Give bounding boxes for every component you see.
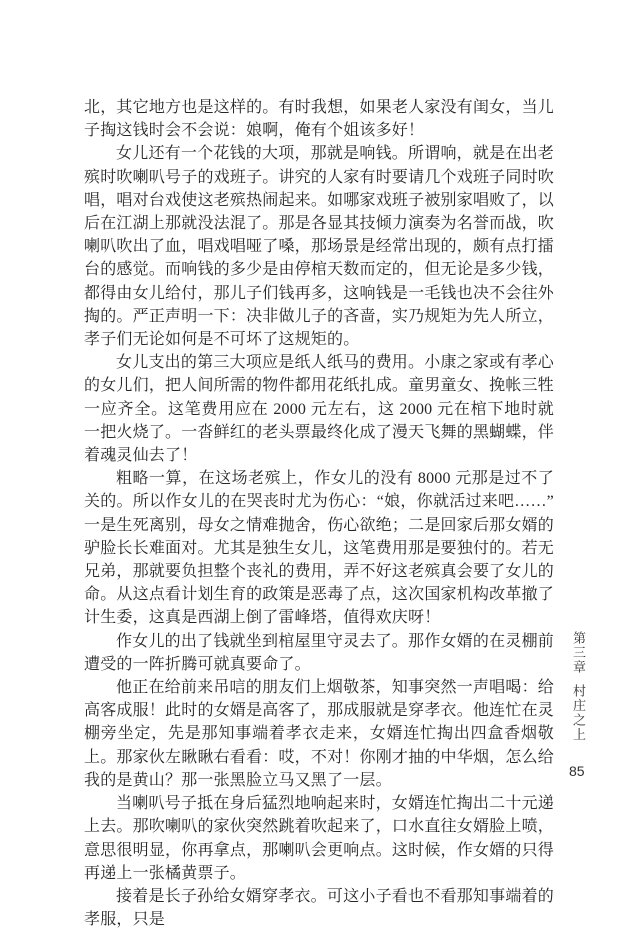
paragraph: 当喇叭号子抵在身后猛烈地响起来时，女婿连忙掏出二十元递上去。那吹喇叭的家伙突然跳着吹起来了，口水直往女婿脸上喷，意思很明显，你再拿点，那喇叭会更响点。这时候，作女婿的只得再递上一张橘黄票子。 bbox=[84, 795, 554, 882]
paragraph: 女儿还有一个花钱的大项，那就是响钱。所谓响，就是在出老殡时吹喇叭号子的戏班子。讲究的人家有时要请几个戏班子同时吹唱，唱对台戏使这老殡热闹起来。如哪家戏班子被别家唱败了，以后在江湖上那就没法混了。那是各显其技倾力演奏为名誉而战，吹喇叭吹出了血，唱戏唱哑了嗓，那场景是经常出现的，颇有点打擂台的感觉。而响钱的多少是由停棺天数而定的，但无论是多少钱，都得由女儿给付，那儿子们钱再多，这响钱是一毛钱也决不会往外掏的。严正声明一下：决非做儿子的吝啬，实乃规矩为先人所立，孝子们无论如何是不可坏了这规矩的。 bbox=[84, 145, 554, 349]
paragraph: 接着是长子孙给女婿穿孝衣。可这小子看也不看那知事端着的孝服，只是 bbox=[84, 887, 554, 929]
paragraph: 粗略一算，在这场老殡上，作女儿的没有 8000 元那是过不了关的。所以作女儿的在哭丧时尤为伤心：“娘，你就活过来吧……” 一是生死离别，母女之情难抛舍，伤心欲绝；二是回家后那女婿的驴脸长长难面对。尤其是独生女儿，这笔费用那是要独付的。若无兄弟，那就要负担整个丧礼的费用，弄不好这老殡真会要了女儿的命。从这点看计划生育的政策是恶毒了点，这次国家机构改革撤了计生委，这真是西湖上倒了雷峰塔，值得欢庆呀！ bbox=[84, 470, 554, 627]
paragraph: 北，其它地方也是这样的。有时我想，如果老人家没有闺女，当儿子掏这钱时会不会说：娘啊，俺有个姐该多好！ bbox=[84, 99, 554, 140]
chapter-number-label: 第三章 bbox=[571, 631, 586, 675]
page-number: 85 bbox=[569, 763, 585, 779]
chapter-title-label: 村庄之上 bbox=[571, 684, 586, 742]
page-body-text bbox=[84, 96, 554, 931]
paragraph: 女儿支出的第三大项应是纸人纸马的费用。小康之家或有孝心的女儿们，把人间所需的物件都用花纸扎成。童男童女、挽帐三牲一应齐全。这笔费用应在 2000 元左右，这 2000 元在棺下地时就一把火烧了。一沓鲜红的老头票最终化成了漫天飞舞的黑蝴蝶，伴着魂灵仙去了！ bbox=[84, 354, 554, 465]
paragraph: 作女儿的出了钱就坐到棺屋里守灵去了。那作女婿的在灵棚前遭受的一阵折腾可就真要命了。 bbox=[84, 632, 554, 673]
paragraph: 他正在给前来吊唁的朋友们上烟敬茶，知事突然一声唱喝：给高客成服！此时的女婿是高客了，那成服就是穿孝衣。他连忙在灵棚旁坐定，先是那知事端着孝衣走来，女婿连忙掏出四盒香烟敬上。那家伙左瞅瞅右看看：哎，不对！你刚才抽的中华烟，怎么给我的是黄山？那一张黑脸立马又黑了一层。 bbox=[84, 679, 554, 789]
